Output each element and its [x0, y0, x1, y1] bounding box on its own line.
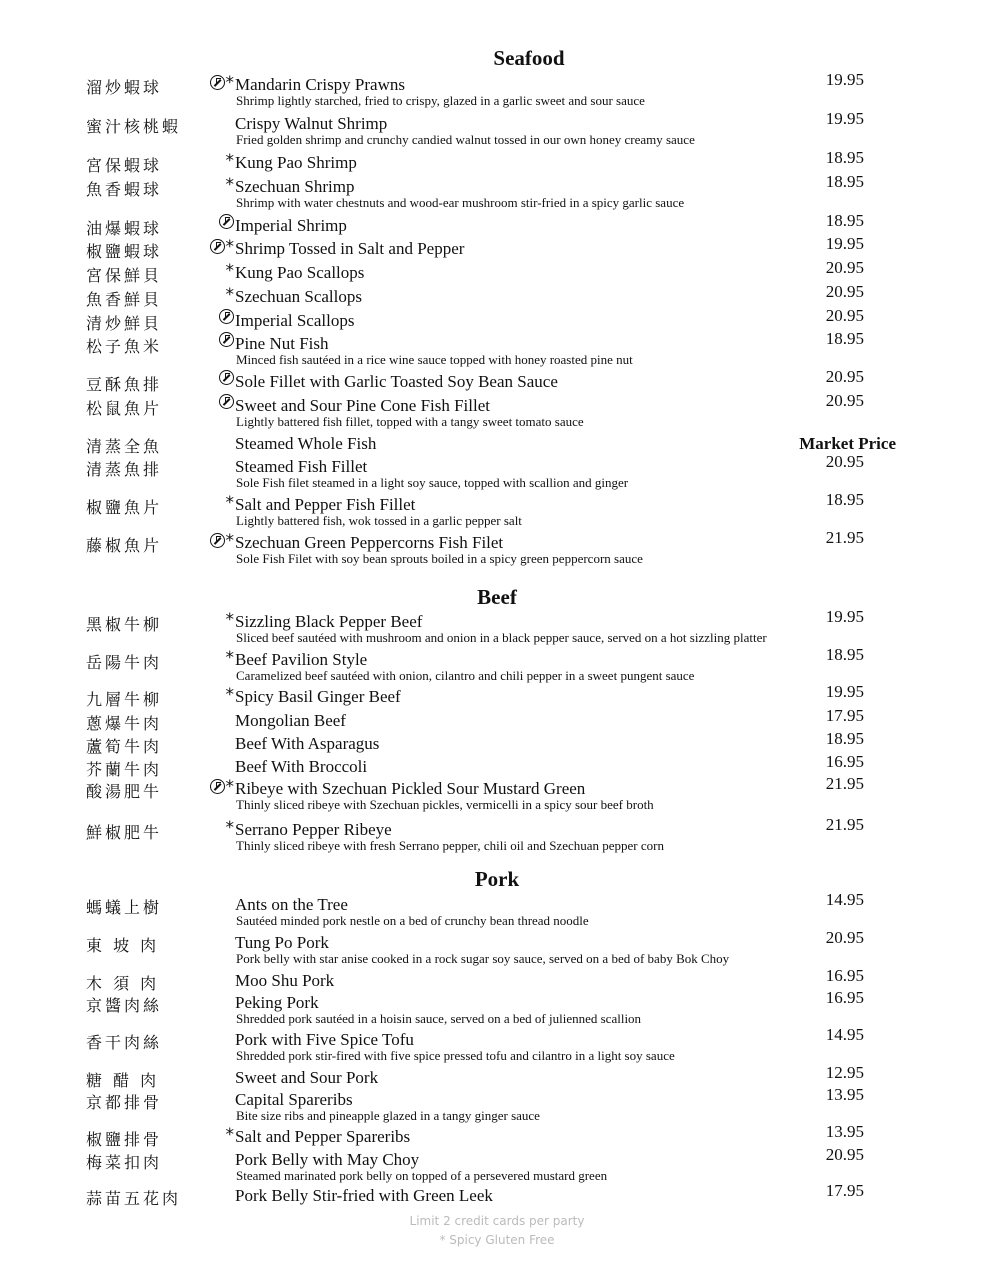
item-name: Pine Nut Fish	[235, 334, 329, 353]
item-chinese-name: 芥蘭牛肉	[86, 760, 163, 779]
section-title-pork	[0, 867, 994, 892]
item-price: 16.95	[825, 752, 864, 771]
spicy-icon: *	[225, 237, 234, 257]
item-markers	[210, 779, 235, 796]
footer-legend: * Spicy Gluten Free	[439, 1233, 555, 1247]
item-name: Steamed Whole Fish	[235, 434, 377, 453]
item-price: 21.95	[825, 815, 864, 834]
gluten-free-icon	[210, 239, 225, 254]
item-name: Tung Po Pork	[235, 933, 329, 952]
spicy-icon: *	[225, 1125, 234, 1145]
item-name: Beef Pavilion Style	[235, 650, 368, 669]
item-name: Shrimp Tossed in Salt and Pepper	[235, 239, 465, 258]
item-name: Sweet and Sour Pork	[235, 1068, 379, 1087]
item-markers	[226, 612, 235, 629]
spicy-icon: *	[225, 285, 234, 305]
item-name: Szechuan Green Peppercorns Fish Filet	[235, 533, 504, 552]
item-name: Crispy Walnut Shrimp	[235, 114, 388, 133]
item-chinese-name: 梅菜扣肉	[86, 1153, 163, 1172]
item-name: Mandarin Crispy Prawns	[235, 75, 405, 94]
item-description: Fried golden shrimp and crunchy candied walnut tossed in our own honey creamy sauce	[236, 132, 695, 147]
item-chinese-name: 九層牛柳	[86, 690, 163, 709]
item-price: 16.95	[825, 988, 864, 1007]
item-name: Pork Belly Stir-fried with Green Leek	[235, 1186, 493, 1205]
item-chinese-name: 清蒸魚排	[86, 460, 163, 479]
item-price: 20.95	[825, 391, 864, 410]
item-price: 19.95	[825, 70, 864, 89]
gluten-free-icon	[210, 75, 225, 90]
item-markers	[226, 650, 235, 667]
item-description: Shredded pork sautéed in a hoisin sauce, served on a bed of julienned scallion	[236, 1011, 642, 1026]
item-markers	[219, 216, 234, 229]
item-markers	[210, 533, 235, 550]
item-name: Ants on the Tree	[235, 895, 348, 914]
item-chinese-name: 魚香鮮貝	[86, 290, 163, 309]
item-name: Capital Spareribs	[235, 1090, 353, 1109]
spicy-icon: *	[225, 777, 234, 797]
item-chinese-name: 蘆筍牛肉	[86, 737, 163, 756]
item-chinese-name: 京醬肉絲	[86, 996, 163, 1015]
section-title-text: Pork	[474, 867, 520, 891]
gluten-free-icon	[219, 394, 234, 409]
item-markers	[226, 263, 235, 280]
item-description: Shrimp with water chestnuts and wood-ear mushroom stir-fried in a spicy garlic sauce	[236, 195, 685, 210]
item-price: 19.95	[825, 682, 864, 701]
item-chinese-name: 宮保鮮貝	[86, 266, 163, 285]
spicy-icon: *	[225, 493, 234, 513]
item-chinese-name: 清蒸全魚	[86, 437, 163, 456]
item-name: Imperial Shrimp	[235, 216, 347, 235]
item-price: 20.95	[825, 928, 864, 947]
item-description: Lightly battered fish fillet, topped with a tangy sweet tomato sauce	[236, 414, 584, 429]
item-name: Sizzling Black Pepper Beef	[235, 612, 423, 631]
item-markers	[219, 311, 234, 324]
item-name: Sole Fillet with Garlic Toasted Soy Bean Sauce	[235, 372, 558, 391]
item-description: Sliced beef sautéed with mushroom and onion in a black pepper sauce, served on a hot sizzling platter	[236, 630, 767, 645]
footer-note-credit-cards: Limit 2 credit cards per party	[409, 1214, 585, 1228]
item-name: Serrano Pepper Ribeye	[235, 820, 392, 839]
item-name: Pork with Five Spice Tofu	[235, 1030, 414, 1049]
item-chinese-name: 酸湯肥牛	[86, 782, 163, 801]
item-price: 13.95	[825, 1122, 864, 1141]
item-chinese-name: 松鼠魚片	[86, 399, 163, 418]
section-title-text: Beef	[477, 585, 517, 609]
item-name: Salt and Pepper Fish Fillet	[235, 495, 416, 514]
item-description: Steamed marinated pork belly on topped of a persevered mustard green	[236, 1168, 608, 1183]
item-markers	[219, 396, 234, 409]
spicy-icon: *	[225, 151, 234, 171]
item-chinese-name: 清炒鮮貝	[86, 314, 163, 333]
gluten-free-icon	[219, 332, 234, 347]
item-name: Peking Pork	[235, 993, 319, 1012]
item-price: 18.95	[825, 645, 864, 664]
item-markers	[226, 495, 235, 512]
item-price: 14.95	[825, 890, 864, 909]
item-chinese-name: 蔥爆牛肉	[86, 714, 163, 733]
item-price: 19.95	[825, 234, 864, 253]
item-chinese-name: 椒鹽蝦球	[86, 242, 163, 261]
item-chinese-name: 蜜汁核桃蝦	[86, 117, 182, 136]
gluten-free-icon	[210, 533, 225, 548]
item-price: 20.95	[825, 452, 864, 471]
item-markers	[226, 687, 235, 704]
spicy-icon: *	[225, 818, 234, 838]
item-chinese-name: 香干肉絲	[86, 1033, 163, 1052]
gluten-free-icon	[219, 370, 234, 385]
item-description: Pork belly with star anise cooked in a rock sugar soy sauce, served on a bed of baby Bok Choy	[236, 951, 730, 966]
item-price: 19.95	[825, 607, 864, 626]
item-price: 20.95	[825, 367, 864, 386]
item-price: 18.95	[825, 148, 864, 167]
item-markers	[210, 75, 235, 92]
item-name: Moo Shu Pork	[235, 971, 335, 990]
gluten-free-icon	[219, 309, 234, 324]
item-price: 21.95	[825, 528, 864, 547]
item-description: Sautéed minded pork nestle on a bed of crunchy bean thread noodle	[236, 913, 589, 928]
item-name: Kung Pao Shrimp	[235, 153, 357, 172]
gluten-free-icon	[219, 214, 234, 229]
item-chinese-name: 豆酥魚排	[86, 375, 163, 394]
item-price: 14.95	[825, 1025, 864, 1044]
item-markers	[226, 153, 235, 170]
item-description: Caramelized beef sautéed with onion, cilantro and chili pepper in a sweet pungent sauce	[236, 668, 695, 683]
item-chinese-name: 蒜苗五花肉	[86, 1189, 182, 1208]
item-markers	[210, 239, 235, 256]
spicy-icon: *	[225, 610, 234, 630]
item-chinese-name: 椒鹽排骨	[86, 1130, 163, 1149]
item-name: Pork Belly with May Choy	[235, 1150, 420, 1169]
item-description: Thinly sliced ribeye with Szechuan pickles, vermicelli in a spicy sour beef broth	[236, 797, 654, 812]
spicy-icon: *	[225, 73, 234, 93]
item-price: 18.95	[825, 211, 864, 230]
item-price: 18.95	[825, 329, 864, 348]
item-name: Ribeye with Szechuan Pickled Sour Mustard Green	[235, 779, 586, 798]
item-name: Beef With Broccoli	[235, 757, 368, 776]
item-markers	[226, 1127, 235, 1144]
item-markers	[226, 820, 235, 837]
item-markers	[219, 372, 234, 385]
item-markers	[226, 177, 235, 194]
item-description: Minced fish sautéed in a rice wine sauce topped with honey roasted pine nut	[236, 352, 633, 367]
item-chinese-name: 木 須 肉	[86, 974, 160, 993]
gluten-free-icon	[210, 779, 225, 794]
item-description: Shredded pork stir-fired with five spice pressed tofu and cilantro in a light soy sauce	[236, 1048, 675, 1063]
item-price: 16.95	[825, 966, 864, 985]
item-description: Shrimp lightly starched, fried to crispy, glazed in a garlic sweet and sour sauce	[236, 93, 645, 108]
item-description: Bite size ribs and pineapple glazed in a tangy ginger sauce	[236, 1108, 540, 1123]
item-chinese-name: 油爆蝦球	[86, 219, 163, 238]
item-chinese-name: 京都排骨	[86, 1093, 163, 1112]
item-markers	[219, 334, 234, 347]
item-price: 20.95	[825, 1145, 864, 1164]
spicy-icon: *	[225, 685, 234, 705]
item-price: 20.95	[825, 282, 864, 301]
item-name: Spicy Basil Ginger Beef	[235, 687, 401, 706]
item-price: 12.95	[825, 1063, 864, 1082]
item-price: 21.95	[825, 774, 864, 793]
item-chinese-name: 岳陽牛肉	[86, 653, 163, 672]
spicy-icon: *	[225, 175, 234, 195]
item-description: Sole Fish Filet with soy bean sprouts boiled in a spicy green peppercorn sauce	[236, 551, 643, 566]
item-price: 17.95	[825, 1181, 864, 1200]
item-chinese-name: 松子魚米	[86, 337, 163, 356]
item-price: 19.95	[825, 109, 864, 128]
item-chinese-name: 椒鹽魚片	[86, 498, 163, 517]
item-chinese-name: 糖 醋 肉	[86, 1071, 160, 1090]
item-price: Market Price	[799, 434, 896, 453]
item-price: 18.95	[825, 729, 864, 748]
item-price: 20.95	[825, 258, 864, 277]
item-chinese-name: 宮保蝦球	[86, 156, 163, 175]
item-price: 13.95	[825, 1085, 864, 1104]
item-description: Thinly sliced ribeye with fresh Serrano pepper, chili oil and Szechuan pepper corn	[236, 838, 664, 853]
item-chinese-name: 藤椒魚片	[86, 536, 163, 555]
item-name: Sweet and Sour Pine Cone Fish Fillet	[235, 396, 490, 415]
item-price: 17.95	[825, 706, 864, 725]
item-name: Imperial Scallops	[235, 311, 355, 330]
item-price: 18.95	[825, 490, 864, 509]
item-markers	[226, 287, 235, 304]
item-chinese-name: 東 坡 肉	[86, 936, 160, 955]
spicy-icon: *	[225, 648, 234, 668]
item-name: Beef With Asparagus	[235, 734, 380, 753]
item-name: Steamed Fish Fillet	[235, 457, 368, 476]
item-price: 20.95	[825, 306, 864, 325]
item-name: Szechuan Scallops	[235, 287, 362, 306]
item-price: 18.95	[825, 172, 864, 191]
item-name: Kung Pao Scallops	[235, 263, 365, 282]
item-chinese-name: 螞蟻上樹	[86, 898, 163, 917]
item-name: Salt and Pepper Spareribs	[235, 1127, 411, 1146]
item-chinese-name: 黑椒牛柳	[86, 615, 163, 634]
section-title-text: Seafood	[493, 46, 565, 70]
item-name: Mongolian Beef	[235, 711, 346, 730]
item-chinese-name: 鮮椒肥牛	[86, 823, 163, 842]
item-chinese-name: 魚香蝦球	[86, 180, 163, 199]
item-description: Lightly battered fish, wok tossed in a garlic pepper salt	[236, 513, 522, 528]
spicy-icon: *	[225, 261, 234, 281]
item-description: Sole Fish filet steamed in a light soy sauce, topped with scallion and ginger	[236, 475, 629, 490]
item-name: Szechuan Shrimp	[235, 177, 355, 196]
item-chinese-name: 溜炒蝦球	[86, 78, 163, 97]
spicy-icon: *	[225, 531, 234, 551]
